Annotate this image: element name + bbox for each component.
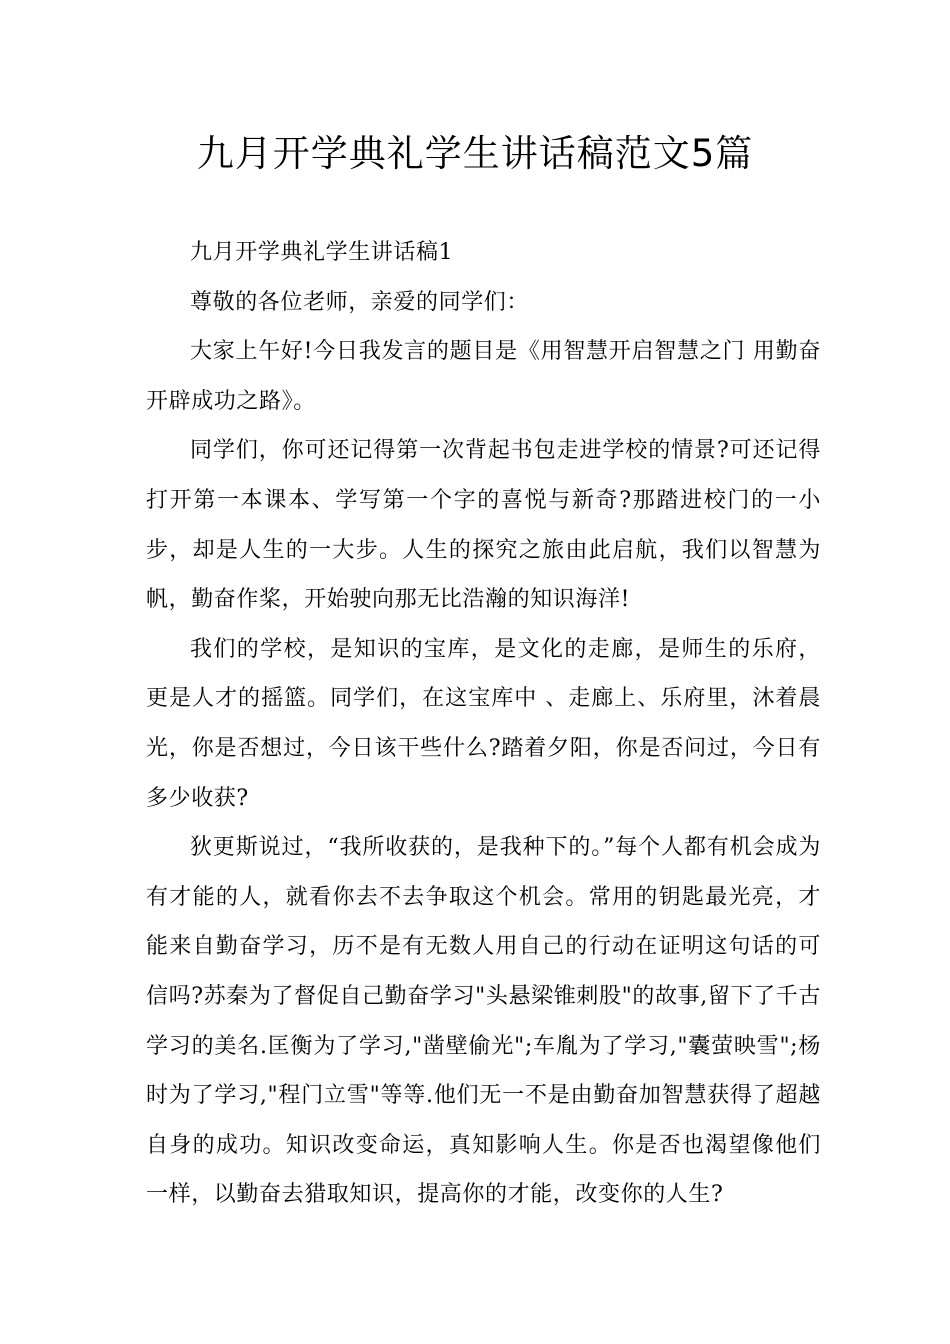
paragraph-heading: 九月开学典礼学生讲话稿1 xyxy=(190,240,454,265)
document-title: 九月开学典礼学生讲话稿范文5篇 xyxy=(196,132,754,175)
paragraph-body-3: 狄更斯说过，“我所收获的，是我种下的。”每个人都有机会成为有才能的人，就看你去不去争取这个机会。常用的钥匙最光亮，才能来自勤奋学习，历不是有无数人用自己的行动在证明这句话的可信吗?苏秦为了督促自己勤奋学习"头悬梁锥刺股"的故事,留下了千古学习的美名.匡衡为了学习,"凿壁偷光";车胤为了学习,"囊萤映雪";杨时为了学习,"程门立雪"等等.他们无一不是由勤奋加智慧获得了超越自身的成功。知识改变命运，真知影响人生。你是否也渴望像他们一样，以勤奋去猎取知识，提高你的才能，改变你的人生? xyxy=(146,835,821,1208)
paragraph-salutation: 尊敬的各位老师，亲爱的同学们： xyxy=(190,289,530,315)
paragraph-body-1: 同学们，你可还记得第一次背起书包走进学校的情景?可还记得打开第一本课本、学写第一个字的喜悦与新奇?那踏进校门的一小步，却是人生的一大步。人生的探究之旅由此启航，我们以智慧为帆，勤奋作桨，开始驶向那无比浩瀚的知识海洋! xyxy=(146,438,821,613)
paragraph-greeting: 大家上午好!今日我发言的题目是《用智慧开启智慧之门 用勤奋开辟成功之路》。 xyxy=(146,339,821,414)
document-body xyxy=(146,228,821,1220)
paragraph-body-2: 我们的学校，是知识的宝库，是文化的走廊，是师生的乐府，更是人才的摇篮。同学们，在这宝库中 、走廊上、乐府里，沐着晨光，你是否想过，今日该干些什么?踏着夕阳，你是否问过，今日有多少收获? xyxy=(146,636,821,811)
